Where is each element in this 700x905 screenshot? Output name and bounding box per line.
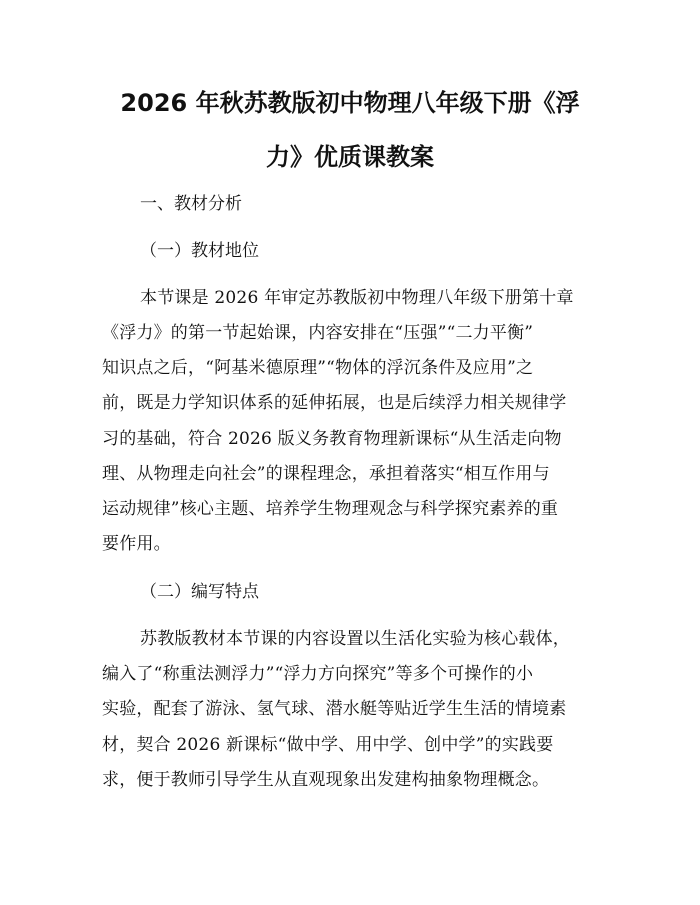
paragraph-line: 前，既是力学知识体系的延伸拓展，也是后续浮力相关规律学 <box>102 393 567 413</box>
paragraph-line: 求，便于教师引导学生从直观现象出发建构抽象物理概念。 <box>102 770 550 790</box>
paragraph-line: 习的基础，符合 2026 版义务教育物理新课标“从生活走向物 <box>102 429 562 449</box>
paragraph-line: 理、从物理走向社会”的课程理念，承担着落实“相互作用与 <box>102 464 550 484</box>
subsection-heading-features: （二）编写特点 <box>140 582 259 602</box>
paragraph-line: 《浮力》的第一节起始课，内容安排在“压强”“二力平衡” <box>102 323 534 343</box>
paragraph-line: 实验，配套了游泳、氢气球、潜水艇等贴近学生生活的情境素 <box>102 699 567 719</box>
paragraph-line: 编入了“称重法测浮力”“浮力方向探究”等多个可操作的小 <box>102 664 534 684</box>
paragraph-line: 苏教版教材本节课的内容设置以生活化实验为核心载体， <box>140 629 570 649</box>
section-heading-analysis: 一、教材分析 <box>140 194 242 214</box>
paragraph-line: 本节课是 2026 年审定苏教版初中物理八年级下册第十章 <box>140 288 574 308</box>
paragraph-line: 知识点之后，“阿基米德原理”“物体的浮沉条件及应用”之 <box>102 358 534 378</box>
subsection-heading-position: （一）教材地位 <box>140 241 259 261</box>
paragraph-line: 运动规律”核心主题、培养学生物理观念与科学探究素养的重 <box>102 499 559 519</box>
document-title-line-1: 2026 年秋苏教版初中物理八年级下册《浮 <box>120 89 580 117</box>
paragraph-line: 要作用。 <box>102 534 171 554</box>
paragraph-line: 材，契合 2026 新课标“做中学、用中学、创中学”的实践要 <box>102 735 554 755</box>
document-title-line-2: 力》优质课教案 <box>266 143 434 171</box>
